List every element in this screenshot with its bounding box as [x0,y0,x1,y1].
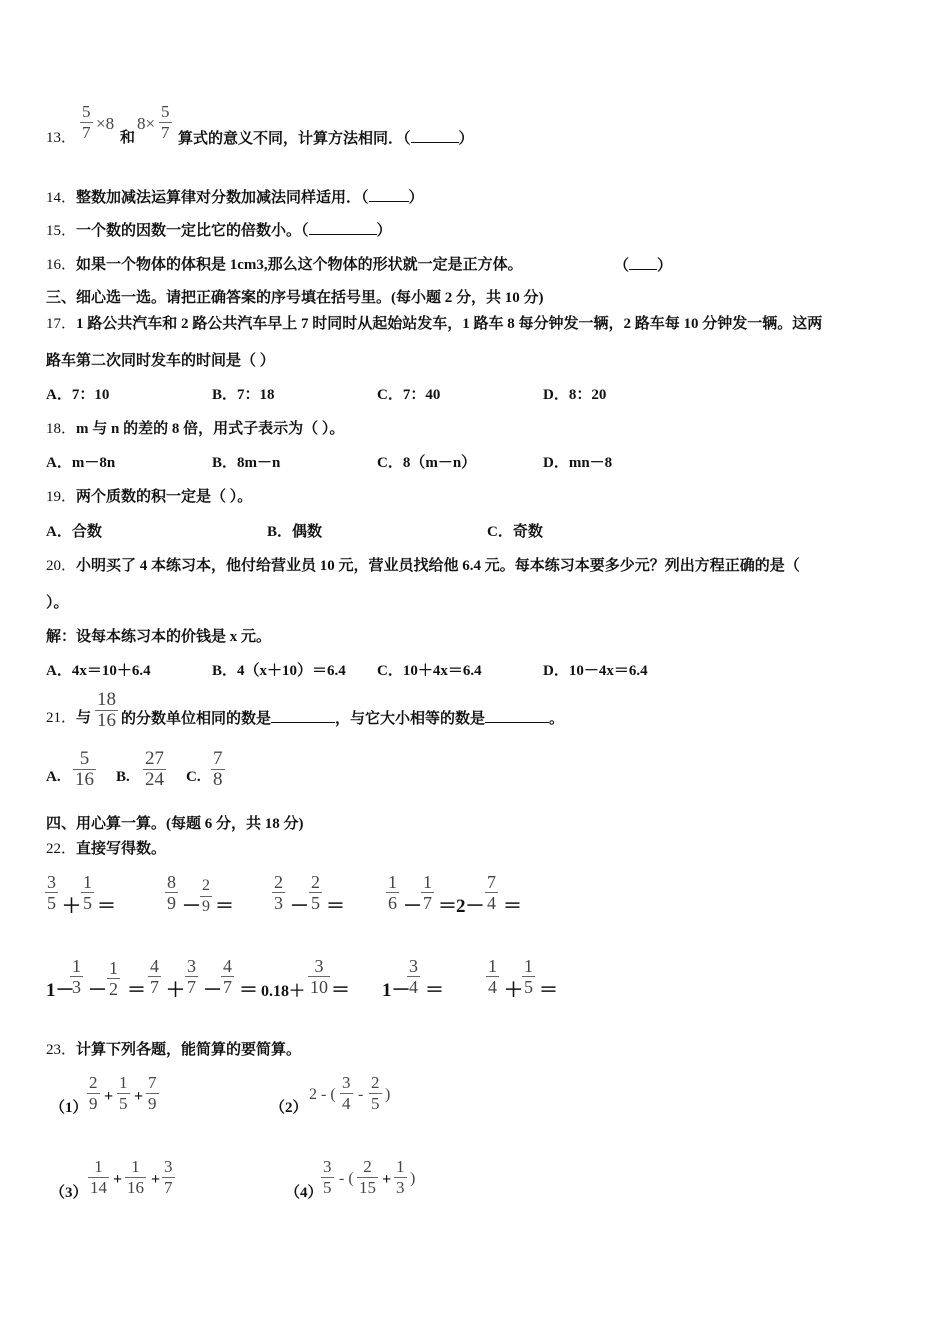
q21-blank-2[interactable] [485,708,549,723]
prefix: 1－ [46,980,75,1001]
fraction: 1 4 [488,956,497,997]
q21-blank-1[interactable] [271,708,335,723]
fraction: 3 7 [187,956,196,997]
part-label: （1） [50,1100,88,1116]
fraction: 2 9 [202,877,210,915]
operator: + [151,1171,161,1188]
q21-option-a-label[interactable]: A. [46,769,61,785]
q15-answer-blank[interactable] [309,220,377,235]
question-14: 14．整数加减法运算律对分数加减法同样适用．（ ） [46,187,424,208]
operator: ＋ [166,980,186,1001]
fraction: 1 5 [83,872,92,913]
q13-times-8: ×8 [96,114,115,133]
operator: + [134,1088,144,1105]
fraction: 1 3 [396,1157,405,1197]
q17-option-a[interactable]: A．7：10 [46,387,110,403]
operator: ＋ [504,980,524,1001]
fraction: 2 15 [359,1157,376,1197]
q19-option-b[interactable]: B．偶数 [267,524,323,540]
question-17-line1: 17．1 路公共汽车和 2 路公共汽车早上 7 时同时从起始站发车，1 路车 8 每分钟发一辆，2 路车每 10 分钟发一辆。这两 [46,316,823,332]
q18-option-a[interactable]: A．m－8n [46,455,116,471]
operator: － [182,896,202,917]
question-16: 16．如果一个物体的体积是 1cm3,那么这个物体的形状就一定是正方体。 [46,257,523,273]
fraction: 3 5 [323,1157,332,1197]
q13-fraction-2: 5 7 [161,102,170,142]
q20-solution-setup: 解：设每本练习本的价钱是 x 元。 [46,629,272,645]
equals-sign: ＝ [326,896,346,917]
q21-option-a-fraction: 5 16 [75,748,94,790]
question-21-text: 的分数单位相同的数是 ，与它大小相等的数是 。 [121,708,564,729]
q20-option-c[interactable]: C．10＋4x＝6.4 [377,663,482,679]
q13-text: 算式的意义不同，计算方法相同．（ ） [178,128,474,149]
question-22: 22．直接写得数。 [46,841,167,857]
fraction: 2 5 [371,1073,380,1113]
q21-option-b-label[interactable]: B. [116,769,130,785]
fraction: 1 14 [90,1157,107,1197]
question-19: 19．两个质数的积一定是（ ）。 [46,489,253,505]
fraction: 1 5 [524,956,533,997]
q19-option-c[interactable]: C．奇数 [487,524,543,540]
question-17-line2: 路车第二次同时发车的时间是（ ） [46,353,275,369]
fraction: 3 7 [164,1157,173,1197]
q17-option-c[interactable]: C．7：40 [377,387,441,403]
fraction: 1 16 [127,1157,144,1197]
question-18: 18．m 与 n 的差的 8 倍，用式子表示为（ ）。 [46,421,345,437]
prefix: 0.18＋ [261,983,306,1000]
fraction: 4 7 [223,956,232,997]
q18-option-b[interactable]: B．8m－n [212,455,281,471]
equals-sign: ＝ [127,980,147,1001]
operator: + [104,1088,114,1105]
fraction: 4 7 [150,956,159,997]
equals-sign: ＝ [425,980,445,1001]
prefix: 2 - ( [309,1086,336,1103]
question-23: 23．计算下列各题，能简算的要简算。 [46,1042,302,1058]
fraction: 3 4 [342,1073,351,1113]
q21-option-c-label[interactable]: C. [186,769,201,785]
fraction: 1 5 [119,1073,128,1113]
fraction: 2 9 [89,1073,98,1113]
operator: + [382,1171,392,1188]
operator: + [113,1171,123,1188]
q20-option-d[interactable]: D．10－4x＝6.4 [543,663,648,679]
equals-sign: ＝ [239,980,259,1001]
q20-option-a[interactable]: A．4x＝10＋6.4 [46,663,151,679]
part-label: （2） [270,1100,308,1116]
prefix: 2－ [456,896,485,917]
q16-answer: （ ） [614,255,672,276]
equals-sign: ＝ [539,980,559,1001]
prefix: 1－ [382,980,411,1001]
question-20-line2: ）。 [46,595,69,611]
q13-number: 13． [46,130,77,146]
equals-sign: ＝ [331,980,351,1001]
fraction: 8 9 [167,872,176,913]
q20-option-b[interactable]: B．4（x＋10）＝6.4 [212,663,346,679]
equals-sign: ＝ [215,896,235,917]
part-label: （4） [285,1185,323,1201]
q13-answer-blank[interactable] [411,128,459,143]
q18-option-d[interactable]: D．mn－8 [543,455,613,471]
q18-option-c[interactable]: C．8（m－n） [377,455,477,471]
fraction: 7 9 [148,1073,157,1113]
operator: － [403,896,423,917]
equals-sign: ＝ [503,896,523,917]
fraction: 2 5 [311,872,320,913]
fraction: 3 10 [310,956,328,997]
operator: － [290,896,310,917]
q19-option-a[interactable]: A．合数 [46,524,102,540]
q17-option-b[interactable]: B．7：18 [212,387,275,403]
section-4-header: 四、用心算一算。(每题 6 分，共 18 分) [46,816,304,832]
question-21-prefix: 21．与 [46,710,92,726]
fraction: 1 3 [72,956,81,997]
part-label: （3） [50,1185,88,1201]
fraction: 3 5 [47,872,56,913]
equals-sign: ＝ [97,896,117,917]
question-20-line1: 20．小明买了 4 本练习本，他付给营业员 10 元，营业员找给他 6.4 元。每本练习本要多少元？列出方程正确的是（ [46,558,800,574]
fraction: 2 3 [274,872,283,913]
operator: - ( [339,1170,354,1187]
q16-answer-blank[interactable] [629,255,657,270]
fraction: 1 7 [423,872,432,913]
q17-option-d[interactable]: D．8：20 [543,387,607,403]
operator: － [88,980,108,1001]
operator: - [358,1086,364,1103]
q13-fraction-1: 5 7 [82,102,91,142]
suffix: ) [385,1086,391,1103]
fraction: 7 4 [487,872,496,913]
q21-option-b-fraction: 27 24 [145,748,164,790]
q13-and: 和 [120,130,136,146]
q21-option-c-fraction: 7 8 [213,748,223,790]
q21-fraction: 18 16 [97,689,116,731]
fraction: 3 4 [409,956,418,997]
q13-eight-times: 8× [137,114,156,133]
operator: － [203,980,223,1001]
equals-sign: ＝ [438,896,458,917]
fraction: 1 2 [109,958,118,999]
operator: ＋ [62,896,82,917]
q14-answer-blank[interactable] [369,187,409,202]
question-15: 15．一个数的因数一定比它的倍数小。（ ） [46,220,392,241]
section-3-header: 三、细心选一选。请把正确答案的序号填在括号里。(每小题 2 分，共 10 分) [46,290,544,306]
suffix: ) [410,1170,416,1187]
fraction: 1 6 [388,872,397,913]
